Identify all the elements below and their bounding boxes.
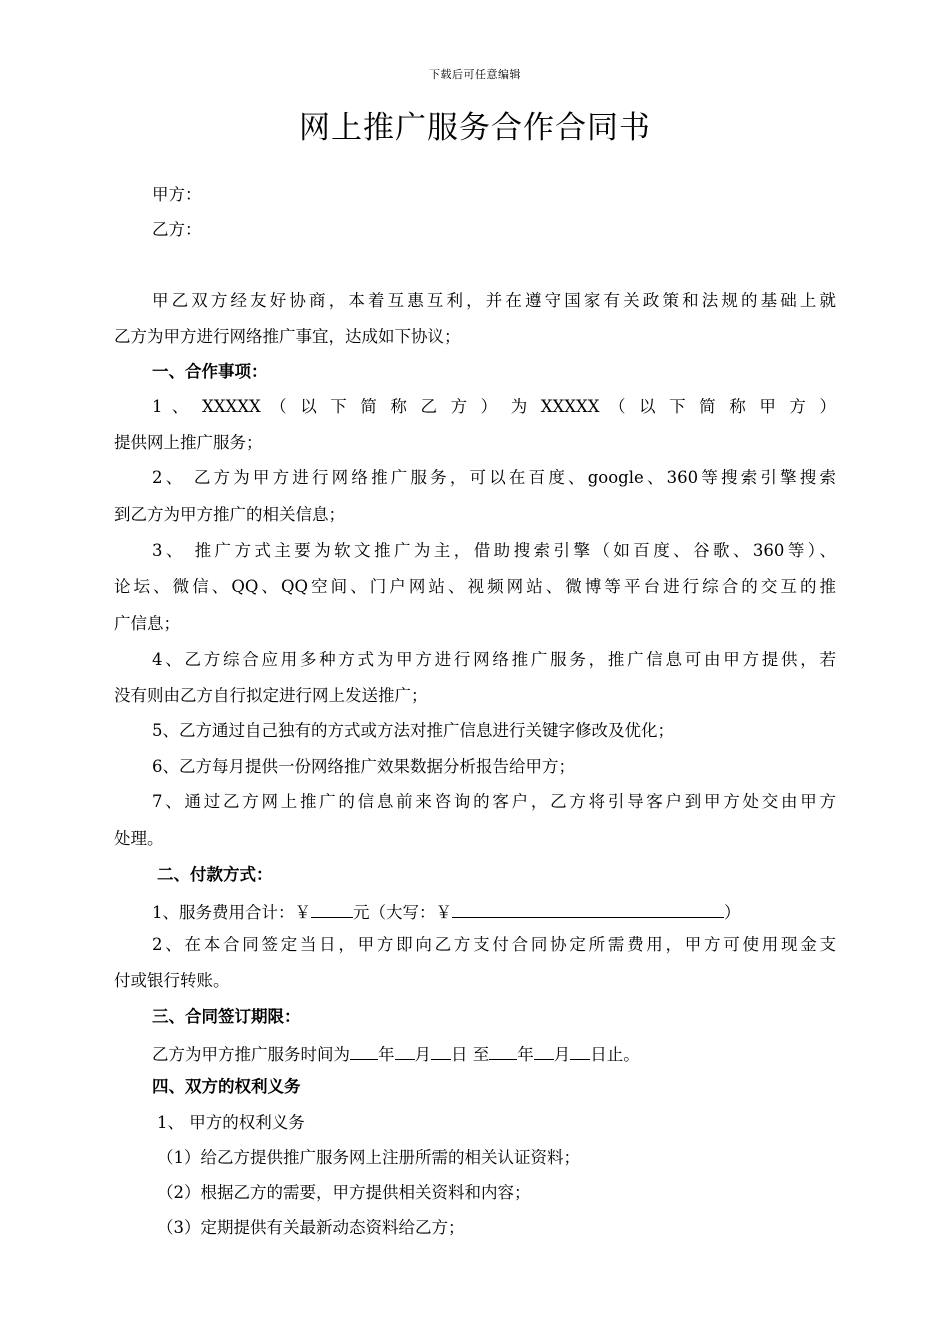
s1-item3-line2: 论坛、微信、QQ、QQ空间、门户网站、视频网站、微博等平台进行综合的交互的推 bbox=[114, 577, 836, 596]
contract-title: 网上推广服务合作合同书 bbox=[299, 110, 651, 146]
fee-uppercase-blank bbox=[452, 899, 724, 918]
section-3-heading: 三、合同签订期限： bbox=[152, 1007, 301, 1026]
section-1-heading: 一、合作事项： bbox=[152, 362, 268, 381]
s2-item1 bbox=[152, 899, 836, 924]
fee-close-paren: ） bbox=[724, 903, 741, 922]
section-2-heading: 二、付款方式： bbox=[157, 865, 273, 884]
s3-term-line bbox=[152, 1041, 836, 1066]
s1-item7-line1: 7、通过乙方网上推广的信息前来咨询的客户，乙方将引导客户到甲方处交由甲方 bbox=[152, 792, 836, 811]
s1-item1-line1: 1 、 XXXXX （ 以 下 简 称 乙 方 ） 为 XXXXX （ 以 下 简 称 甲 方 ） bbox=[152, 397, 836, 416]
term-text: 乙方为甲方推广服务时间为 bbox=[152, 1045, 350, 1064]
header-note: 下载后可任意编辑 bbox=[429, 68, 521, 81]
day-to-label: 日 至 bbox=[451, 1045, 490, 1064]
s1-item5: 5、乙方通过自己独有的方式或方法对推广信息进行关键字修改及优化； bbox=[152, 721, 674, 740]
s1-item2-line2: 到乙方为甲方推广的相关信息； bbox=[114, 505, 345, 524]
end-year-blank bbox=[489, 1041, 517, 1060]
s1-item1-line2: 提供网上推广服务； bbox=[114, 433, 263, 452]
end-day-blank bbox=[570, 1041, 590, 1060]
s4-duty-2: （2）根据乙方的需要，甲方提供相关资料和内容； bbox=[157, 1183, 531, 1202]
s1-item7-line2: 处理。 bbox=[114, 829, 164, 848]
fee-total-label: 1、服务费用合计：￥ bbox=[152, 903, 311, 922]
s1-item3-line1: 3、 推广方式主要为软文推广为主，借助搜索引擎（如百度、谷歌、360等）、 bbox=[152, 541, 836, 560]
s2-item2-line2: 付或银行转账。 bbox=[114, 971, 230, 990]
party-b-label: 乙方： bbox=[152, 220, 202, 239]
s4-sub1: 1、 甲方的权利义务 bbox=[157, 1113, 305, 1132]
s1-item4-line2: 没有则由乙方自行拟定进行网上发送推广； bbox=[114, 686, 428, 705]
intro-line-2: 乙方为甲方进行网络推广事宜，达成如下协议； bbox=[114, 327, 461, 346]
s1-item4-line1: 4、乙方综合应用多种方式为甲方进行网络推广服务，推广信息可由甲方提供，若 bbox=[152, 650, 836, 669]
start-year-blank bbox=[350, 1041, 378, 1060]
s1-item6: 6、乙方每月提供一份网络推广效果数据分析报告给甲方； bbox=[152, 757, 575, 776]
fee-amount-blank bbox=[311, 899, 353, 918]
section-4-heading: 四、双方的权利义务 bbox=[152, 1077, 301, 1096]
s1-item3-line3: 广信息； bbox=[114, 614, 180, 633]
year-label: 年 bbox=[378, 1045, 395, 1064]
year2-label: 年 bbox=[517, 1045, 534, 1064]
month2-label: 月 bbox=[553, 1045, 571, 1064]
s1-item2-line1: 2、 乙方为甲方进行网络推广服务，可以在百度、google、360等搜索引擎搜索 bbox=[152, 468, 836, 487]
s4-duty-3: （3）定期提供有关最新动态资料给乙方； bbox=[157, 1218, 465, 1237]
start-day-blank bbox=[431, 1041, 451, 1060]
start-month-blank bbox=[395, 1041, 415, 1060]
party-a-label: 甲方： bbox=[152, 185, 202, 204]
s4-duty-1: （1）给乙方提供推广服务网上注册所需的相关认证资料； bbox=[157, 1148, 580, 1167]
fee-uppercase-label: 元（大写：￥ bbox=[353, 903, 452, 922]
s2-item2-line1: 2、在本合同签定当日，甲方即向乙方支付合同协定所需费用，甲方可使用现金支 bbox=[152, 935, 836, 954]
month-label: 月 bbox=[414, 1045, 431, 1064]
end-month-blank bbox=[534, 1041, 554, 1060]
intro-line-1: 甲乙双方经友好协商，本着互惠互利，并在遵守国家有关政策和法规的基础上就 bbox=[152, 291, 836, 310]
end-label: 日止。 bbox=[590, 1045, 640, 1064]
